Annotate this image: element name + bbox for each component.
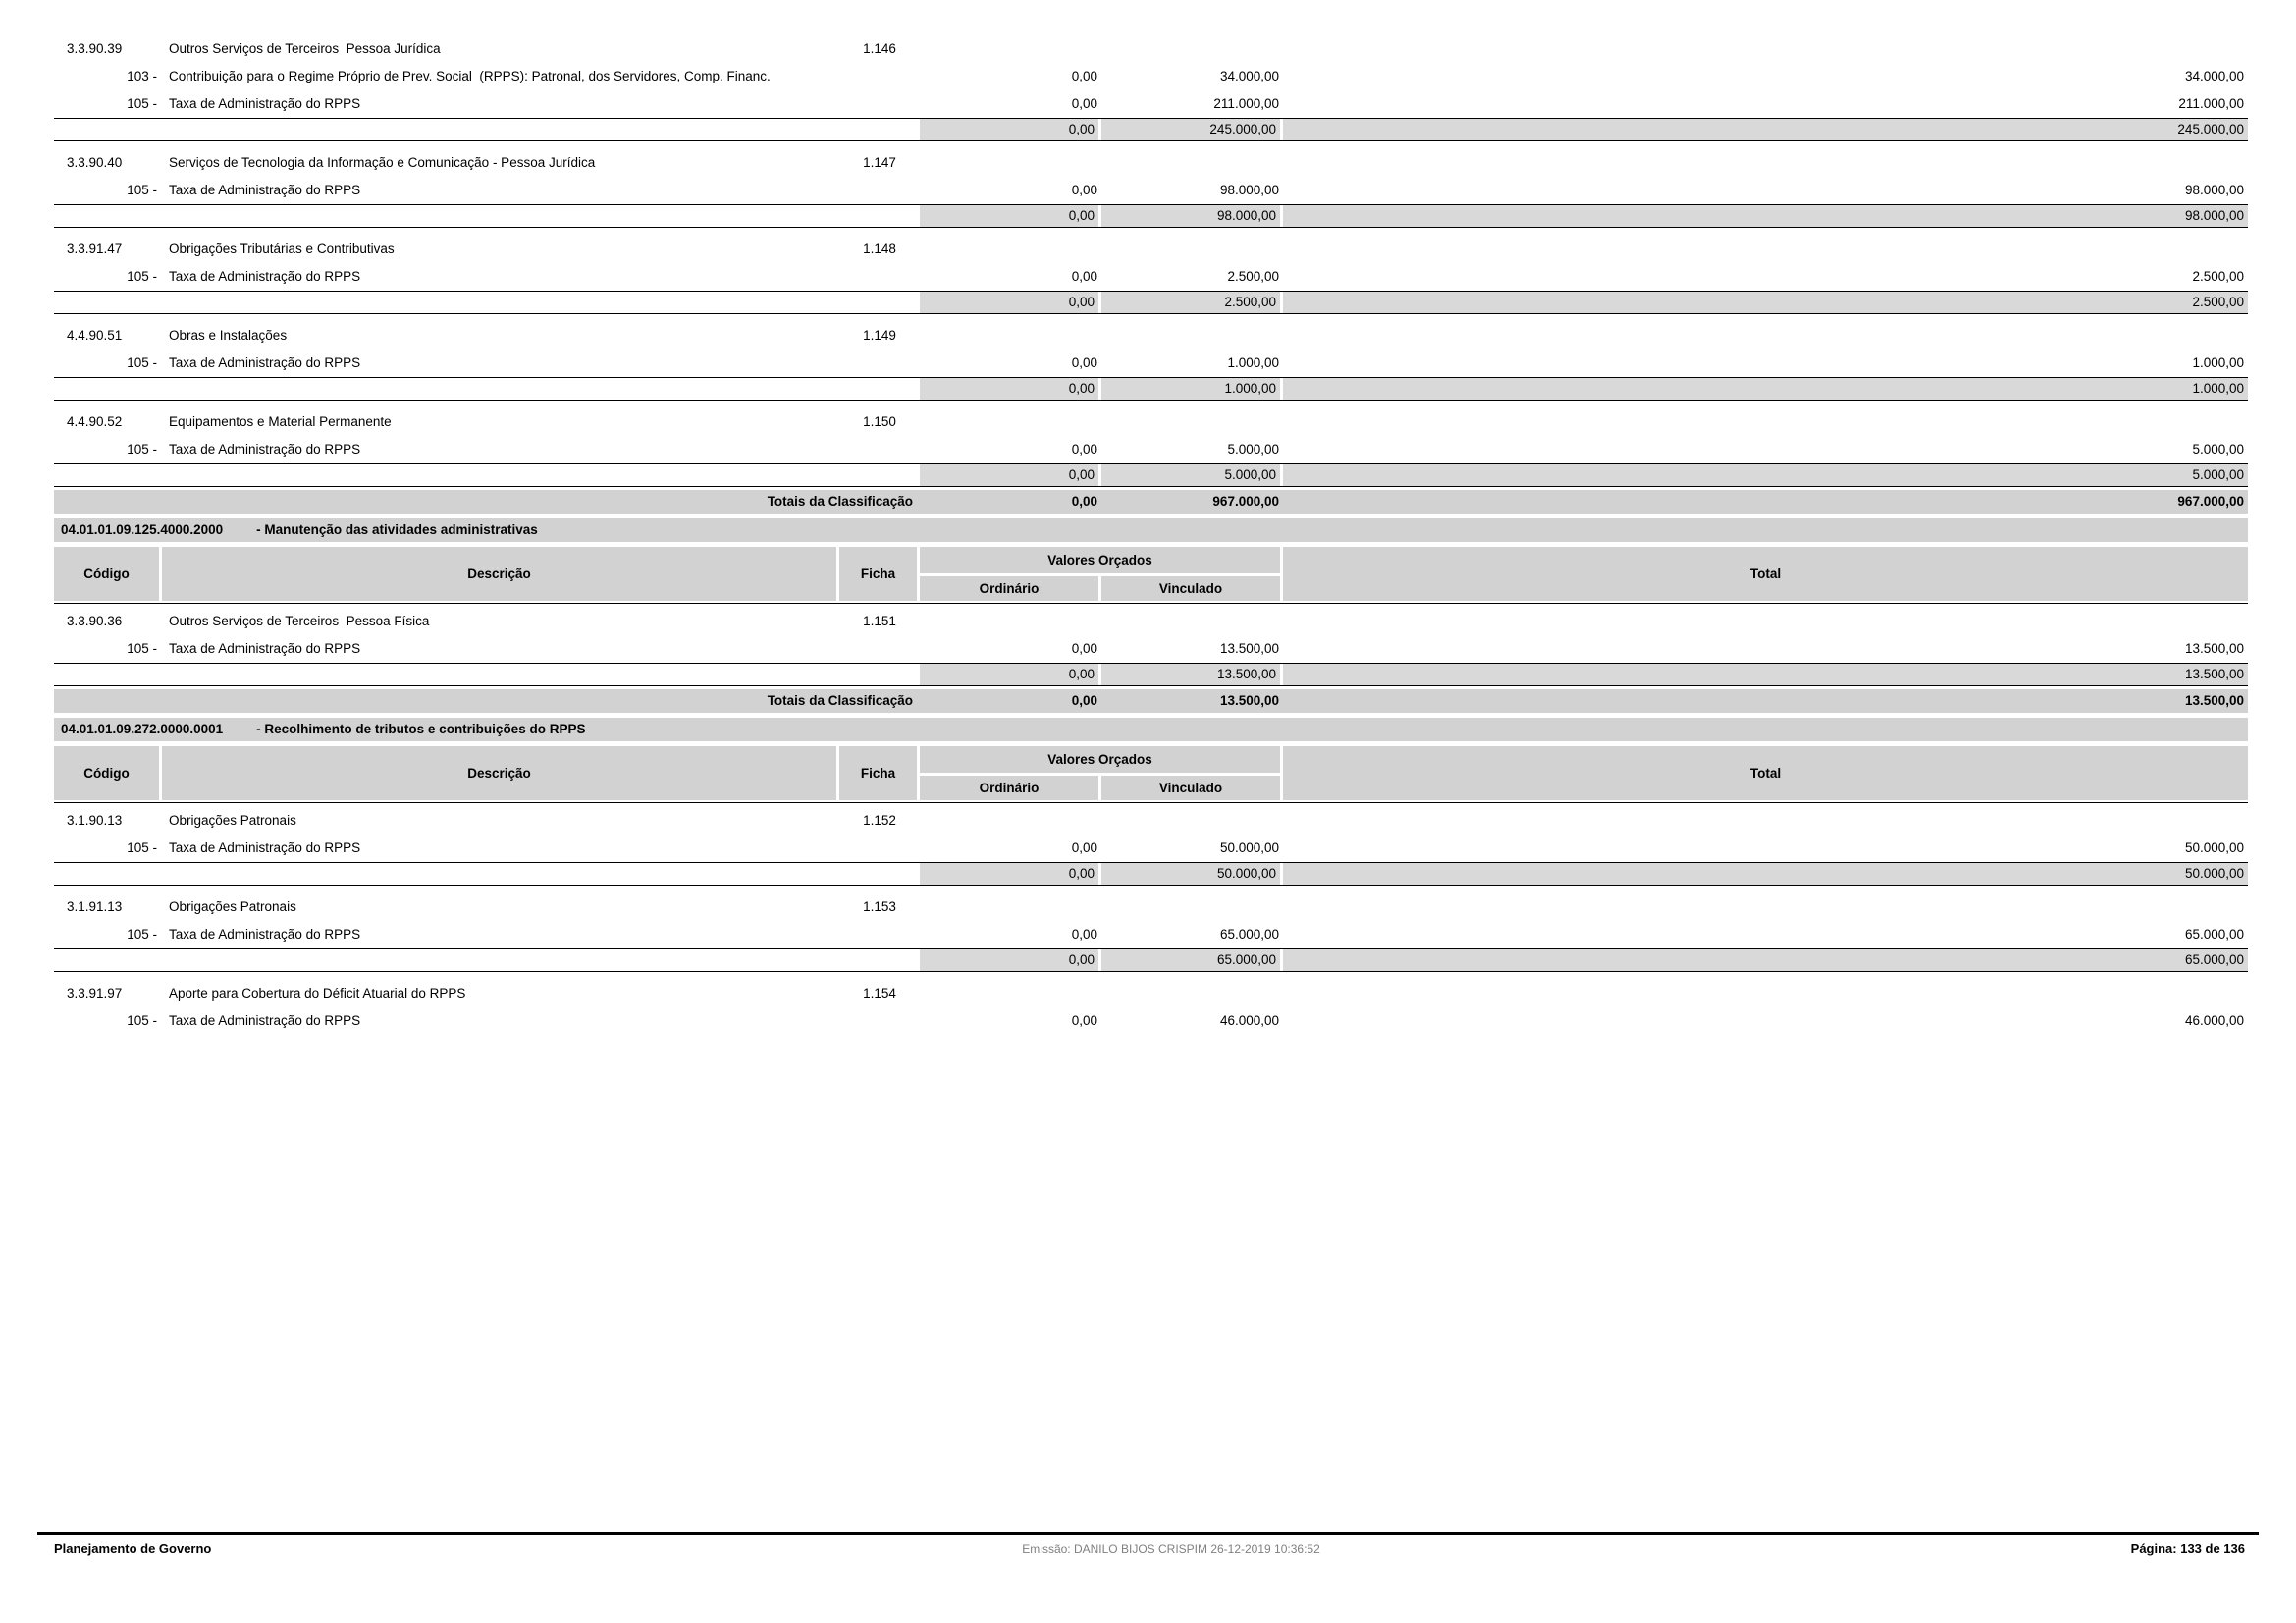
column-header-vinculado: Vinculado: [1101, 776, 1280, 800]
funding-source-description: Taxa de Administração do RPPS: [169, 355, 361, 370]
classification-totals-row: [54, 490, 2248, 514]
subtotal-ordinario: 0,00: [920, 863, 1098, 885]
expense-code: 3.3.90.40: [67, 155, 123, 170]
value-total: 34.000,00: [2184, 69, 2244, 83]
emission-info: Emissão: DANILO BIJOS CRISPIM 26-12-2019 10:36:52: [1022, 1542, 1320, 1556]
value-total: 211.000,00: [2178, 96, 2244, 111]
subtotal-ordinario: 0,00: [920, 664, 1098, 685]
column-header-vinculado: Vinculado: [1101, 576, 1280, 601]
ficha-number: 1.151: [863, 614, 896, 628]
expense-code: 3.3.90.36: [67, 614, 123, 628]
subtotal-total: 2.500,00: [1283, 292, 2248, 313]
value-total: 2.500,00: [2192, 269, 2244, 284]
expense-item-row: [54, 893, 2248, 921]
classification-header-bar: [54, 518, 2248, 542]
value-ordinario: 0,00: [1071, 355, 1097, 370]
value-ordinario: 0,00: [1071, 69, 1097, 83]
value-total: 50.000,00: [2184, 840, 2244, 855]
page-number: Página: 133 de 136: [2130, 1542, 2245, 1556]
expense-description: Obrigações Patronais: [169, 899, 296, 914]
expense-code: 3.1.90.13: [67, 813, 123, 828]
subtotal-ordinario: 0,00: [920, 464, 1098, 486]
funding-source-code: 105 -: [127, 96, 157, 111]
expense-item-row: [54, 236, 2248, 263]
value-vinculado: 13.500,00: [1219, 641, 1279, 656]
expense-code: 3.1.91.13: [67, 899, 123, 914]
item-subtotal-row: [54, 291, 2248, 314]
value-vinculado: 50.000,00: [1219, 840, 1279, 855]
funding-source-code: 105 -: [127, 442, 157, 457]
expense-item-row: [54, 35, 2248, 63]
funding-source-description: Taxa de Administração do RPPS: [169, 96, 361, 111]
funding-source-code: 105 -: [127, 183, 157, 197]
classification-totals-row: [54, 689, 2248, 713]
subtotal-vinculado: 13.500,00: [1101, 664, 1280, 685]
item-subtotal-row: [54, 663, 2248, 686]
funding-source-code: 105 -: [127, 1013, 157, 1028]
column-header-valores-orcados: Valores Orçados: [920, 547, 1280, 573]
column-header-codigo: Código: [54, 547, 159, 601]
ficha-number: 1.154: [863, 986, 896, 1001]
table-column-headers: [54, 547, 2248, 604]
value-vinculado: 34.000,00: [1219, 69, 1279, 83]
funding-source-row: [54, 63, 2248, 90]
totals-ordinario: 0,00: [1071, 494, 1097, 509]
funding-source-row: [54, 263, 2248, 291]
expense-code: 3.3.90.39: [67, 41, 123, 56]
ficha-number: 1.148: [863, 242, 896, 256]
value-ordinario: 0,00: [1071, 96, 1097, 111]
subtotal-total: 1.000,00: [1283, 378, 2248, 400]
totals-vinculado: 13.500,00: [1219, 693, 1279, 708]
column-header-descricao: Descrição: [162, 746, 836, 800]
column-header-descricao: Descrição: [162, 547, 836, 601]
item-subtotal-row: [54, 118, 2248, 141]
item-subtotal-row: [54, 948, 2248, 972]
item-subtotal-row: [54, 463, 2248, 487]
subtotal-vinculado: 65.000,00: [1101, 949, 1280, 971]
item-subtotal-row: [54, 204, 2248, 228]
funding-source-row: [54, 436, 2248, 463]
value-total: 98.000,00: [2184, 183, 2244, 197]
subtotal-total: 65.000,00: [1283, 949, 2248, 971]
funding-source-row: [54, 350, 2248, 377]
subtotal-ordinario: 0,00: [920, 949, 1098, 971]
funding-source-description: Taxa de Administração do RPPS: [169, 927, 361, 942]
subtotal-vinculado: 245.000,00: [1101, 119, 1280, 140]
funding-source-row: [54, 921, 2248, 948]
ficha-number: 1.152: [863, 813, 896, 828]
subtotal-vinculado: 98.000,00: [1101, 205, 1280, 227]
subtotal-vinculado: 50.000,00: [1101, 863, 1280, 885]
value-total: 46.000,00: [2184, 1013, 2244, 1028]
report-title: Planejamento de Governo: [54, 1542, 212, 1556]
classification-code: 04.01.01.09.125.4000.2000: [61, 522, 224, 537]
subtotal-vinculado: 2.500,00: [1101, 292, 1280, 313]
totals-total: 967.000,00: [2177, 494, 2244, 509]
funding-source-code: 105 -: [127, 641, 157, 656]
value-vinculado: 1.000,00: [1227, 355, 1279, 370]
totals-vinculado: 967.000,00: [1212, 494, 1279, 509]
value-vinculado: 5.000,00: [1227, 442, 1279, 457]
value-total: 13.500,00: [2184, 641, 2244, 656]
totals-total: 13.500,00: [2184, 693, 2244, 708]
ficha-number: 1.153: [863, 899, 896, 914]
column-header-codigo: Código: [54, 746, 159, 800]
column-header-valores-orcados: Valores Orçados: [920, 746, 1280, 773]
funding-source-description: Taxa de Administração do RPPS: [169, 269, 361, 284]
expense-code: 4.4.90.52: [67, 414, 123, 429]
funding-source-description: Taxa de Administração do RPPS: [169, 840, 361, 855]
expense-description: Aporte para Cobertura do Déficit Atuarial do RPPS: [169, 986, 466, 1001]
item-subtotal-row: [54, 377, 2248, 401]
expense-description: Serviços de Tecnologia da Informação e Comunicação - Pessoa Jurídica: [169, 155, 596, 170]
funding-source-row: [54, 90, 2248, 118]
column-header-ordinario: Ordinário: [920, 576, 1098, 601]
column-header-ficha: Ficha: [839, 746, 917, 800]
value-ordinario: 0,00: [1071, 641, 1097, 656]
funding-source-code: 105 -: [127, 840, 157, 855]
expense-description: Obras e Instalações: [169, 328, 288, 343]
expense-description: Equipamentos e Material Permanente: [169, 414, 392, 429]
column-header-total: Total: [1283, 547, 2248, 601]
totals-ordinario: 0,00: [1071, 693, 1097, 708]
column-header-ordinario: Ordinário: [920, 776, 1098, 800]
page-footer: [37, 1532, 2259, 1556]
expense-item-row: [54, 408, 2248, 436]
expense-code: 3.3.91.97: [67, 986, 123, 1001]
expense-code: 4.4.90.51: [67, 328, 123, 343]
funding-source-code: 105 -: [127, 355, 157, 370]
subtotal-total: 13.500,00: [1283, 664, 2248, 685]
funding-source-description: Contribuição para o Regime Próprio de Prev. Social (RPPS): Patronal, dos Servidores, Comp. Financ.: [169, 69, 771, 83]
expense-item-row: [54, 322, 2248, 350]
subtotal-ordinario: 0,00: [920, 119, 1098, 140]
value-vinculado: 46.000,00: [1219, 1013, 1279, 1028]
ficha-number: 1.149: [863, 328, 896, 343]
classification-title: - Manutenção das atividades administrativas: [256, 522, 538, 537]
classification-header-bar: [54, 718, 2248, 741]
subtotal-ordinario: 0,00: [920, 292, 1098, 313]
expense-description: Obrigações Patronais: [169, 813, 296, 828]
funding-source-row: [54, 177, 2248, 204]
subtotal-ordinario: 0,00: [920, 378, 1098, 400]
funding-source-code: 105 -: [127, 927, 157, 942]
funding-source-description: Taxa de Administração do RPPS: [169, 183, 361, 197]
value-ordinario: 0,00: [1071, 442, 1097, 457]
funding-source-description: Taxa de Administração do RPPS: [169, 1013, 361, 1028]
subtotal-total: 5.000,00: [1283, 464, 2248, 486]
funding-source-description: Taxa de Administração do RPPS: [169, 641, 361, 656]
subtotal-vinculado: 5.000,00: [1101, 464, 1280, 486]
column-header-total: Total: [1283, 746, 2248, 800]
value-ordinario: 0,00: [1071, 840, 1097, 855]
expense-item-row: [54, 980, 2248, 1007]
funding-source-code: 105 -: [127, 269, 157, 284]
subtotal-total: 98.000,00: [1283, 205, 2248, 227]
value-ordinario: 0,00: [1071, 269, 1097, 284]
expense-description: Obrigações Tributárias e Contributivas: [169, 242, 395, 256]
classification-totals-label: Totais da Classificação: [767, 693, 913, 708]
subtotal-total: 50.000,00: [1283, 863, 2248, 885]
budget-table-body: [54, 35, 2248, 1035]
value-total: 1.000,00: [2192, 355, 2244, 370]
funding-source-row: [54, 635, 2248, 663]
value-vinculado: 211.000,00: [1213, 96, 1279, 111]
table-column-headers: [54, 746, 2248, 803]
value-ordinario: 0,00: [1071, 927, 1097, 942]
ficha-number: 1.147: [863, 155, 896, 170]
value-vinculado: 65.000,00: [1219, 927, 1279, 942]
expense-code: 3.3.91.47: [67, 242, 123, 256]
expense-item-row: [54, 149, 2248, 177]
value-vinculado: 98.000,00: [1219, 183, 1279, 197]
expense-description: Outros Serviços de Terceiros Pessoa Física: [169, 614, 430, 628]
expense-item-row: [54, 608, 2248, 635]
ficha-number: 1.146: [863, 41, 896, 56]
value-total: 5.000,00: [2192, 442, 2244, 457]
value-vinculado: 2.500,00: [1227, 269, 1279, 284]
subtotal-vinculado: 1.000,00: [1101, 378, 1280, 400]
classification-title: - Recolhimento de tributos e contribuições do RPPS: [256, 722, 586, 736]
expense-description: Outros Serviços de Terceiros Pessoa Jurídica: [169, 41, 441, 56]
item-subtotal-row: [54, 862, 2248, 886]
funding-source-code: 103 -: [127, 69, 157, 83]
funding-source-description: Taxa de Administração do RPPS: [169, 442, 361, 457]
expense-item-row: [54, 807, 2248, 835]
ficha-number: 1.150: [863, 414, 896, 429]
value-ordinario: 0,00: [1071, 1013, 1097, 1028]
funding-source-row: [54, 1007, 2248, 1035]
funding-source-row: [54, 835, 2248, 862]
subtotal-ordinario: 0,00: [920, 205, 1098, 227]
subtotal-total: 245.000,00: [1283, 119, 2248, 140]
value-ordinario: 0,00: [1071, 183, 1097, 197]
column-header-ficha: Ficha: [839, 547, 917, 601]
value-total: 65.000,00: [2184, 927, 2244, 942]
classification-totals-label: Totais da Classificação: [767, 494, 913, 509]
classification-code: 04.01.01.09.272.0000.0001: [61, 722, 224, 736]
